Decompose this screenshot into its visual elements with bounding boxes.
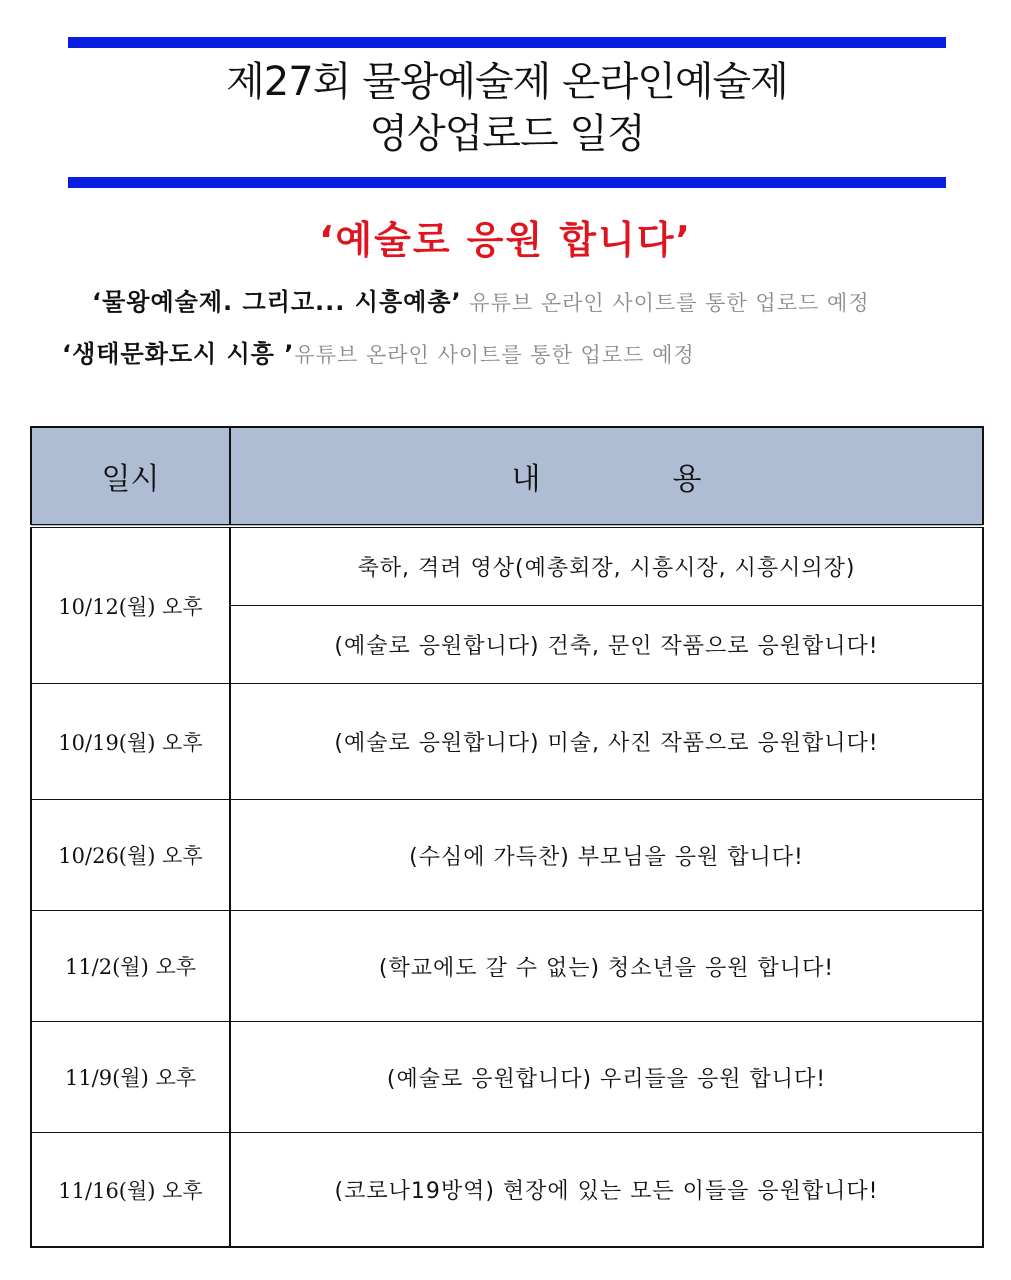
row-date: 11/16(월) 오후 <box>31 1133 230 1248</box>
header-content <box>230 427 983 526</box>
table-row <box>31 1022 983 1133</box>
header-content-right: 용 <box>672 462 702 497</box>
row-date: 10/19(월) 오후 <box>31 684 230 800</box>
row-content: (예술로 응원합니다) 건축, 문인 작품으로 응원합니다! <box>230 606 983 684</box>
description-line-2 <box>62 339 695 371</box>
description-1-rest: 유튜브 온라인 사이트를 통한 업로드 예정 <box>461 291 870 315</box>
row-date: 10/12(월) 오후 <box>31 526 230 684</box>
header-date-label: 일시 <box>101 462 160 497</box>
row-content: (예술로 응원합니다) 미술, 사진 작품으로 응원합니다! <box>230 684 983 800</box>
description-line-1 <box>92 287 870 319</box>
row-content: (학교에도 갈 수 없는) 청소년을 응원 합니다! <box>230 911 983 1022</box>
header-content-left: 내 <box>511 462 541 497</box>
row-content: 축하, 격려 영상(예총회장, 시흥시장, 시흥시의장) <box>230 526 983 606</box>
row-date: 11/9(월) 오후 <box>31 1022 230 1133</box>
description-2-rest: 유튜브 온라인 사이트를 통한 업로드 예정 <box>294 343 695 367</box>
bottom-blue-rule <box>68 177 946 188</box>
slogan: ‘예술로 응원 합니다’ <box>319 218 692 262</box>
description-1-bold: ‘물왕예술제. 그리고... 시흥예총’ <box>92 288 462 316</box>
row-date: 11/2(월) 오후 <box>31 911 230 1022</box>
table-row <box>31 800 983 911</box>
schedule-table <box>30 426 984 1248</box>
table-row <box>31 1133 983 1248</box>
row-content: (코로나19방역) 현장에 있는 모든 이들을 응원합니다! <box>230 1133 983 1248</box>
table-row <box>31 526 983 606</box>
table-row <box>31 684 983 800</box>
header-date <box>31 427 230 526</box>
description-2-bold: ‘생태문화도시 시흥 ’ <box>62 340 295 368</box>
top-blue-rule <box>68 37 946 48</box>
title-line-2: 영상업로드 일정 <box>369 111 645 157</box>
table-row <box>31 911 983 1022</box>
row-content: (수심에 가득찬) 부모님을 응원 합니다! <box>230 800 983 911</box>
title-line-1: 제27회 물왕예술제 온라인예술제 <box>226 59 788 105</box>
table-header-row <box>31 427 983 526</box>
document-title <box>68 56 946 160</box>
row-date: 10/26(월) 오후 <box>31 800 230 911</box>
row-content: (예술로 응원합니다) 우리들을 응원 합니다! <box>230 1022 983 1133</box>
header-content-label <box>512 454 702 498</box>
